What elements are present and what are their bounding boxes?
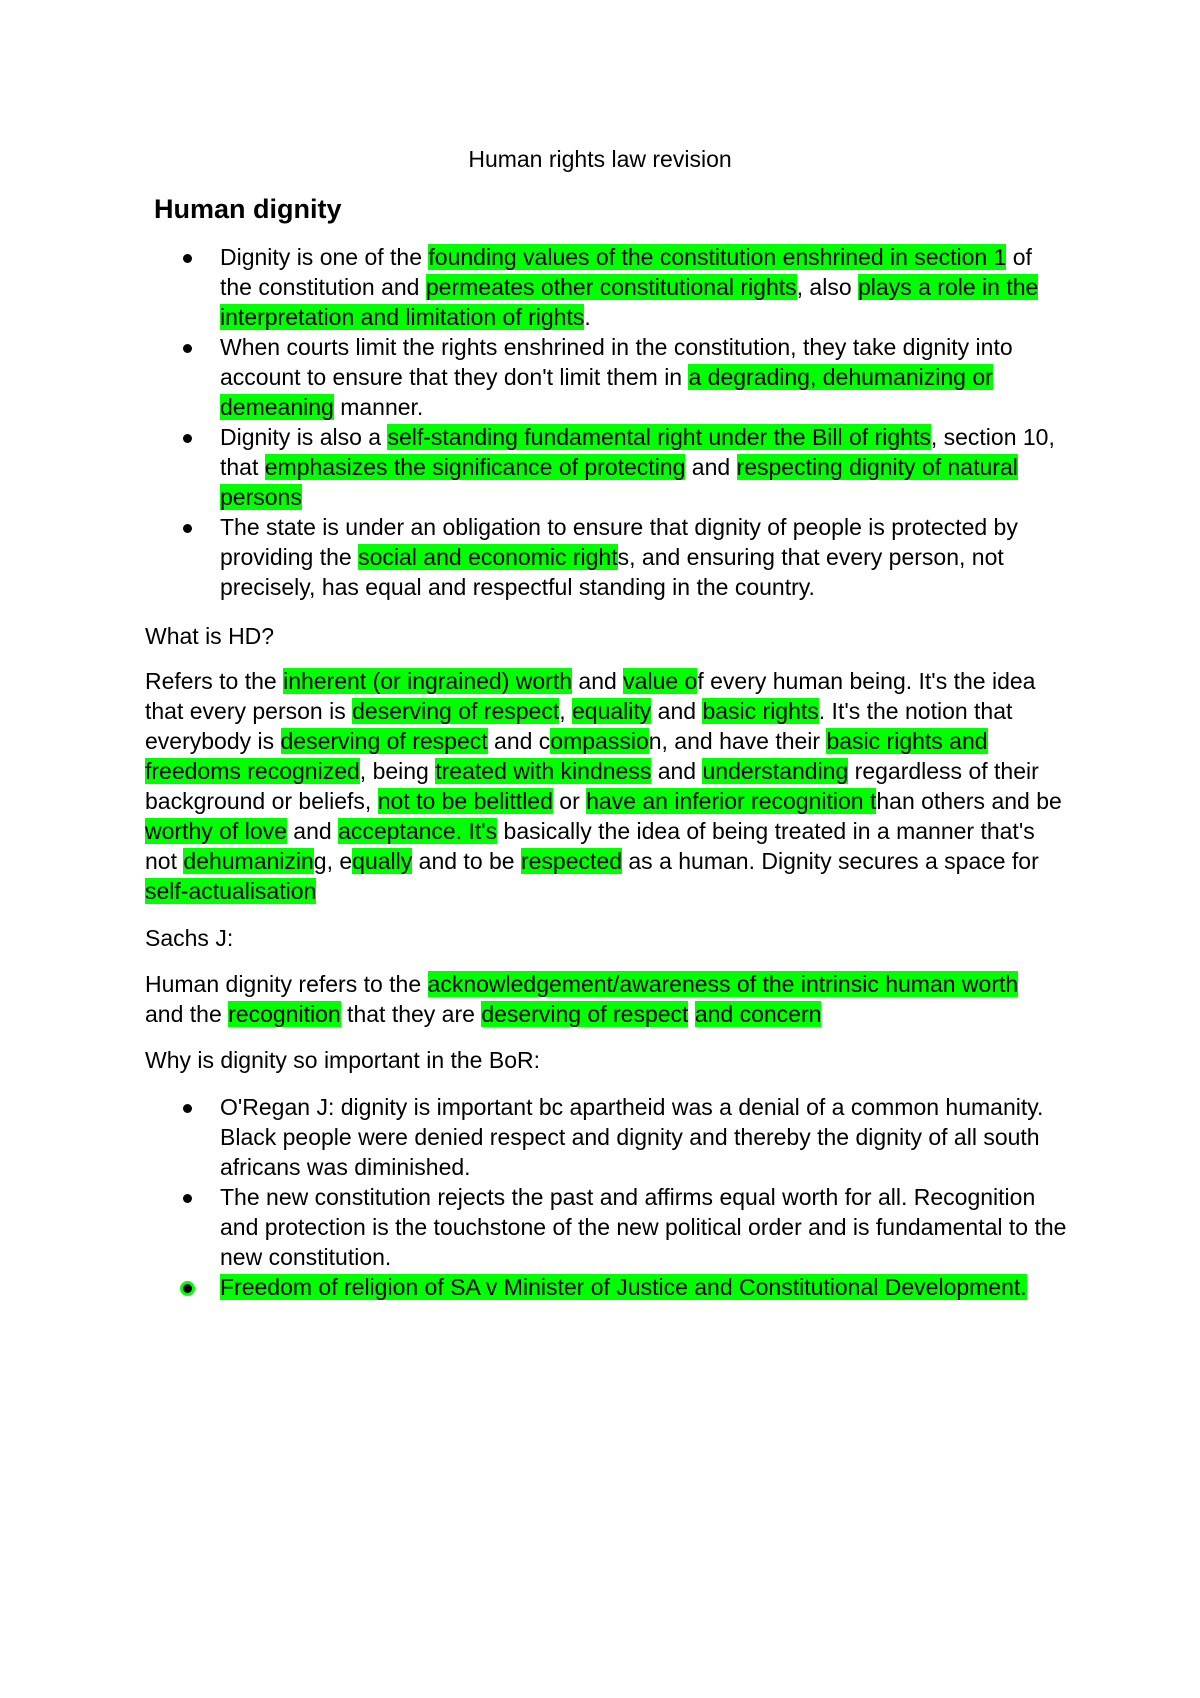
- highlighted-text: have an inferior recognition t: [586, 788, 877, 814]
- highlighted-text: plays a role in the interpretation and limitation of rights: [220, 274, 1039, 330]
- highlighted-text: ompassio: [550, 728, 649, 754]
- highlighted-text: qually: [352, 848, 413, 874]
- highlighted-text: value o: [623, 668, 698, 694]
- text-run: and: [572, 668, 624, 694]
- text-run: as a human. Dignity secures a space for: [622, 848, 1039, 874]
- text-run: Human dignity refers to the: [145, 971, 428, 997]
- text-run: Dignity is also a: [220, 424, 388, 450]
- highlighted-text: emphasizes the significance of protecting: [264, 454, 686, 480]
- paragraph-sachs-definition: [145, 969, 1045, 1029]
- bullet-icon: [183, 1194, 192, 1203]
- bullet-item: [148, 422, 1068, 512]
- section-heading: Human dignity: [154, 194, 342, 224]
- text-run: and: [651, 758, 703, 784]
- text-run: and: [685, 454, 737, 480]
- question-text: What is HD?: [145, 623, 275, 649]
- bullet-item: [148, 242, 1068, 332]
- bullet-icon: [183, 1284, 192, 1293]
- text-run: O'Regan J: dignity is important bc apartheid was a denial of a common humanity. Black people were denied respect and dignity and thereby the dignity of all south africans was diminished.: [220, 1094, 1044, 1180]
- bullet-item: [148, 1272, 1068, 1302]
- text-run: and: [286, 818, 339, 844]
- highlighted-text: dehumanizin: [183, 848, 314, 874]
- highlighted-text: not to be belittled: [377, 788, 553, 814]
- bullet-list-dignity: [148, 242, 1068, 602]
- highlighted-text: deserving of respect: [280, 728, 488, 754]
- text-run: [688, 1001, 694, 1027]
- text-run: s, and ensuring that every person, not precisely, has equal and respectful standing in the country.: [220, 544, 1004, 600]
- highlighted-text: treated with kindness: [435, 758, 652, 784]
- text-run: n, and have their: [648, 728, 827, 754]
- bullet-list: [148, 242, 1068, 602]
- text-run: , section 10, that: [220, 424, 1055, 480]
- paragraph-text: [145, 666, 1065, 906]
- bullet-icon: [183, 524, 192, 533]
- text-run: The new constitution rejects the past and affirms equal worth for all. Recognition and protection is the touchstone of the new political order and is fundamental to the new constitution.: [220, 1184, 1067, 1270]
- text-run: ,: [559, 698, 573, 724]
- text-run: Refers to the: [145, 668, 284, 694]
- highlighted-text: self-actualisation: [145, 878, 317, 904]
- question-text: Why is dignity so important in the BoR:: [145, 1047, 540, 1073]
- highlighted-text: recognition: [228, 1001, 341, 1027]
- document-title: Human rights law revision: [468, 146, 732, 172]
- text-run: and: [651, 698, 703, 724]
- highlighted-text: inherent (or ingrained) worth: [283, 668, 573, 694]
- bullet-icon: [183, 344, 192, 353]
- highlighted-text: self-standing fundamental right under the Bill of rights: [387, 424, 931, 450]
- bullet-icon: [183, 254, 192, 263]
- question-text: Sachs J:: [145, 925, 234, 951]
- text-run: , also: [796, 274, 859, 300]
- highlighted-text: basic rights: [702, 698, 819, 724]
- highlighted-text: understanding: [702, 758, 849, 784]
- text-run: , being: [359, 758, 436, 784]
- bullet-list: [148, 1092, 1068, 1302]
- paragraph-text: [145, 969, 1045, 1029]
- bullet-icon: [183, 1104, 192, 1113]
- text-run: that they are: [340, 1001, 482, 1027]
- question-sachs-j: [145, 923, 1065, 953]
- highlighted-text: respected: [520, 848, 622, 874]
- text-run: manner.: [333, 394, 424, 420]
- highlighted-text: social and economic right: [358, 544, 618, 570]
- text-run: .: [584, 304, 591, 330]
- text-run: and c: [487, 728, 551, 754]
- highlighted-text: worthy of love: [145, 818, 287, 844]
- highlighted-text: acceptance. It's: [338, 818, 498, 844]
- text-run: g, e: [313, 848, 353, 874]
- highlighted-text: permeates other constitutional rights: [425, 274, 797, 300]
- highlighted-text: basic rights and freedoms recognized: [145, 728, 988, 784]
- text-run: or: [552, 788, 587, 814]
- text-run: The state is under an obligation to ensure that dignity of people is protected by providing the: [220, 514, 1018, 570]
- highlighted-text: Freedom of religion of SA v Minister of Justice and Constitutional Development.: [220, 1274, 1027, 1300]
- text-run: basically the idea of being treated in a manner that's not: [145, 818, 1035, 874]
- bullet-item: [148, 512, 1068, 602]
- question-what-is-hd: [145, 621, 1065, 651]
- highlighted-text: deserving of respect: [352, 698, 560, 724]
- text-run: regardless of their background or beliefs,: [145, 758, 1039, 814]
- bullet-list-importance: [148, 1092, 1068, 1302]
- bullet-icon: [183, 434, 192, 443]
- text-run: and the: [145, 1001, 229, 1027]
- highlighted-text: equality: [572, 698, 652, 724]
- text-run: of the constitution and: [220, 244, 1032, 300]
- question-why-important: [145, 1045, 1065, 1075]
- bullet-item: [148, 1092, 1068, 1182]
- paragraph-hd-definition: [145, 666, 1065, 906]
- text-run: han others and be: [876, 788, 1062, 814]
- highlighted-text: acknowledgement/awareness of the intrinsic human worth: [427, 971, 1019, 997]
- text-run: When courts limit the rights enshrined in the constitution, they take dignity into account to ensure that they don't limit them in: [220, 334, 1013, 390]
- text-run: Dignity is one of the: [220, 244, 429, 270]
- highlighted-text: and concern: [694, 1001, 822, 1027]
- highlighted-text: a degrading, dehumanizing or demeaning: [220, 364, 993, 420]
- text-run: and to be: [412, 848, 521, 874]
- text-run: f every human being. It's the idea that every person is: [145, 668, 1036, 724]
- bullet-item: [148, 1182, 1068, 1272]
- text-run: . It's the notion that everybody is: [145, 698, 1013, 754]
- highlighted-text: respecting dignity of natural persons: [220, 454, 1018, 510]
- bullet-item: [148, 332, 1068, 422]
- highlighted-text: deserving of respect: [481, 1001, 689, 1027]
- highlighted-text: founding values of the constitution enshrined in section 1: [428, 244, 1007, 270]
